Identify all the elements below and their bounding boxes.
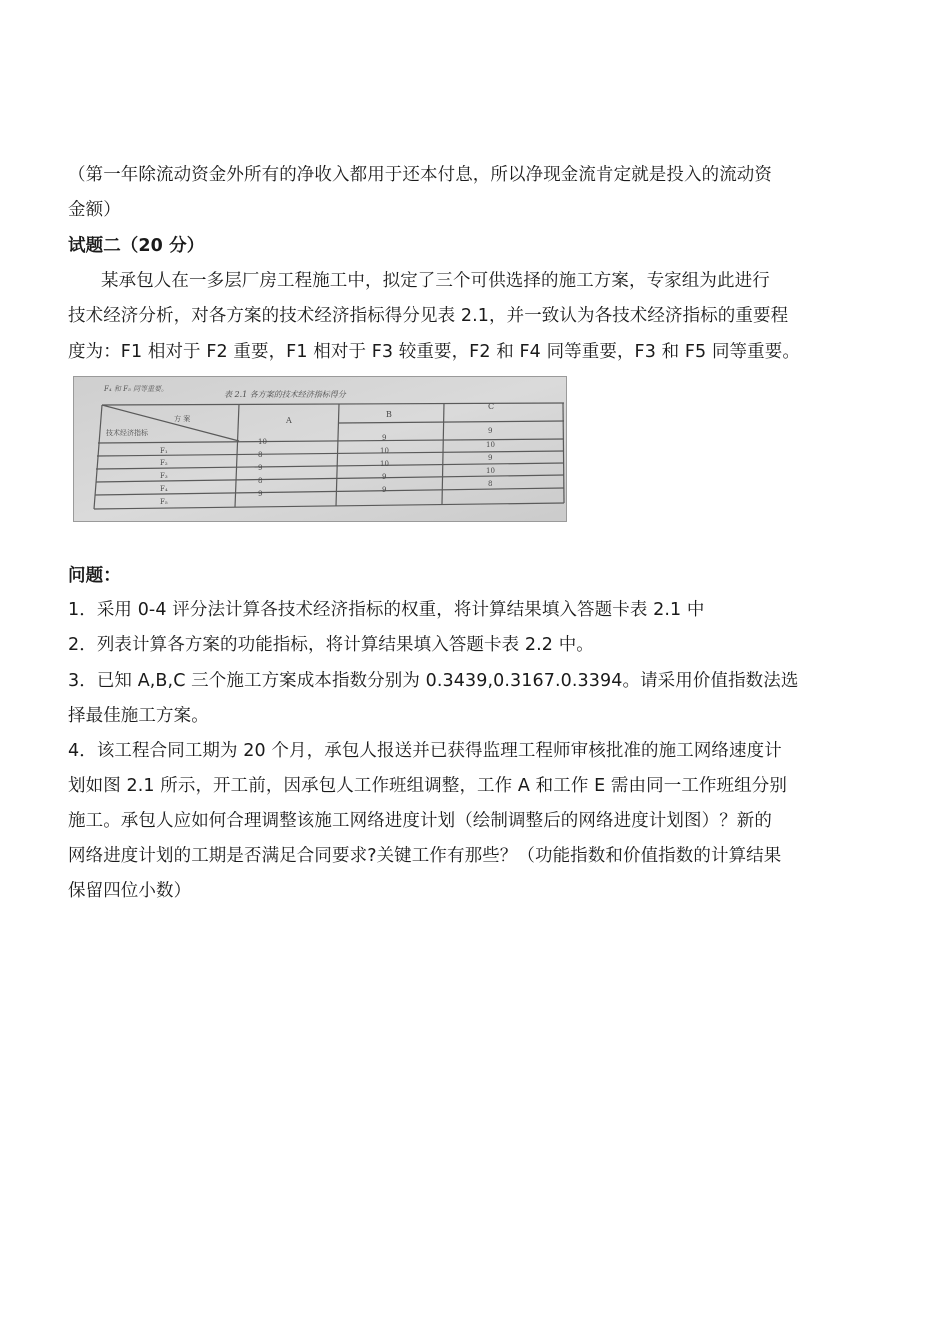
row-label-f4: F₄ (160, 485, 168, 493)
cell-f2-a: 8 (258, 451, 263, 459)
question-4: 4．该工程合同工期为 20 个月，承包人报送并已获得监理工程师审核批准的施工网络速度计 (68, 741, 782, 761)
column-header-b: B (386, 410, 392, 419)
cell-f1-a: 10 (258, 438, 267, 446)
paragraph-line: 度为：F1 相对于 F2 重要，F1 相对于 F3 较重要，F2 和 F4 同等重要，F3 和 F5 同等重要。 (68, 342, 800, 362)
paragraph-line: （第一年除流动资金外所有的净收入都用于还本付息，所以净现金流肯定就是投入的流动资 (68, 165, 772, 185)
cell-f4-c: 10 (486, 467, 495, 475)
row-label-f5: F₅ (160, 498, 168, 506)
section-title: 试题二（20 分） (68, 236, 205, 256)
column-header-c: C (488, 402, 495, 411)
table-photo-drawing (74, 377, 567, 522)
cell-f5-c: 8 (488, 480, 493, 488)
question-4-continued: 保留四位小数） (68, 881, 192, 901)
cell-f5-b: 9 (382, 486, 387, 494)
cell-f3-c: 9 (488, 454, 493, 462)
row-label-f2: F₂ (160, 459, 168, 467)
questions-heading: 问题： (68, 566, 121, 586)
paragraph-line: 某承包人在一多层厂房工程施工中，拟定了三个可供选择的施工方案，专家组为此进行 (101, 271, 770, 291)
question-4-continued: 施工。承包人应如何合理调整该施工网络进度计划（绘制调整后的网络进度计划图）？新的 (68, 811, 772, 831)
cell-f3-a: 9 (258, 464, 263, 472)
cell-f4-a: 8 (258, 477, 263, 485)
cell-f5-a: 9 (258, 490, 263, 498)
cell-f1-b: 9 (382, 434, 387, 442)
question-3: 3．已知 A,B,C 三个施工方案成本指数分别为 0.3439,0.3167.0.3394。请采用价值指数法选 (68, 671, 799, 691)
question-3-continued: 择最佳施工方案。 (68, 706, 209, 726)
row-label-f3: F₃ (160, 472, 168, 480)
cell-f2-b: 10 (380, 447, 389, 455)
photo-table-title: 表 2.1 各方案的技术经济指标得分 (224, 390, 346, 399)
column-header-a: A (286, 416, 292, 425)
cell-f1-c: 9 (488, 427, 493, 435)
corner-label-top: 方 案 (174, 415, 191, 423)
cell-f2-c: 10 (486, 441, 495, 449)
question-1: 1．采用 0-4 评分法计算各技术经济指标的权重，将计算结果填入答题卡表 2.1 中 (68, 600, 705, 620)
photo-caption-left: F₄ 和 F₅ 同等重要。 (104, 385, 169, 393)
table-photo (73, 376, 567, 522)
question-4-continued: 划如图 2.1 所示，开工前，因承包人工作班组调整，工作 A 和工作 E 需由同一工作班组分别 (68, 776, 787, 796)
corner-label-bottom: 技术经济指标 (106, 429, 148, 437)
cell-f4-b: 9 (382, 473, 387, 481)
paragraph-line: 技术经济分析，对各方案的技术经济指标得分见表 2.1，并一致认为各技术经济指标的重要程 (68, 306, 789, 326)
question-2: 2．列表计算各方案的功能指标，将计算结果填入答题卡表 2.2 中。 (68, 635, 594, 655)
paragraph-line: 金额） (68, 200, 121, 220)
question-4-continued: 网络进度计划的工期是否满足合同要求?关键工作有那些？（功能指数和价值指数的计算结果 (68, 846, 782, 866)
cell-f3-b: 10 (380, 460, 389, 468)
row-label-f1: F₁ (160, 447, 168, 455)
